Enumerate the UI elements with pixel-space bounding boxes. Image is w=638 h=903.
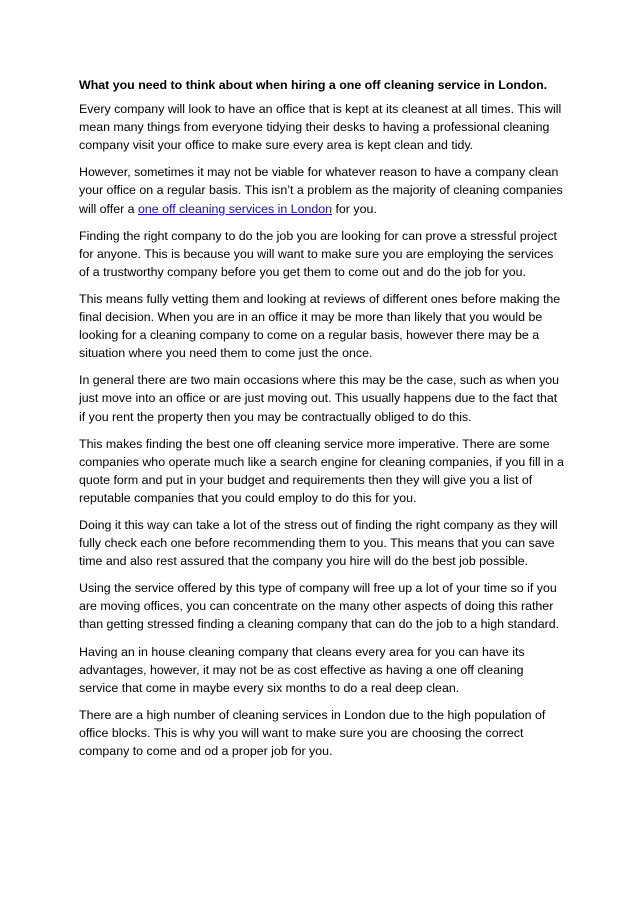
paragraph-7: Doing it this way can take a lot of the stress out of finding the right company as they will fully check each one before recommending them to you. This means that you can save time and also rest assured that the company you hire will do the best job possible. bbox=[79, 517, 558, 569]
document-title: What you need to think about when hiring a one off cleaning service in London. bbox=[79, 78, 548, 92]
paragraph-2-text-after: for you. bbox=[332, 201, 377, 216]
cleaning-services-link[interactable]: one off cleaning services in London bbox=[138, 201, 333, 216]
paragraph-1: Every company will look to have an office that is kept at its cleanest at all times. This will mean many things from everyone tidying their desks to having a professional cleaning company visit your office to make sure every area is kept clean and tidy. bbox=[79, 102, 562, 153]
paragraph-4: This means fully vetting them and looking at reviews of different ones before making the final decision. When you are in an office it may be more than likely that you would be looking for a cleaning company to come on a regular basis, however there may be a situation where you need them to come just the once. bbox=[79, 291, 561, 361]
paragraph-5: In general there are two main occasions where this may be the case, such as when you just move into an office or are just moving out. This usually happens due to the fact that if you rent the property then you may be contractually obliged to do this. bbox=[79, 373, 560, 424]
paragraph-9: Having an in house cleaning company that cleans every area for you can have its advantages, however, it may not be as cost effective as having a one off cleaning service that come in maybe every six months to do a real deep clean. bbox=[79, 644, 525, 695]
paragraph-10: There are a high number of cleaning services in London due to the high population of office blocks. This is why you will want to make sure you are choosing the correct company to come and od a proper job for you. bbox=[79, 707, 546, 758]
paragraph-3: Finding the right company to do the job you are looking for can prove a stressful project for anyone. This is because you will want to make sure you are employing the services of a trustworthy company before you get them to come out and do the job for you. bbox=[79, 228, 557, 279]
paragraph-6: This makes finding the best one off cleaning service more imperative. There are some companies who operate much like a search engine for cleaning companies, if you fill in a quote form and put in your budget and requirements then they will give you a list of reputable companies that you could employ to do this for you. bbox=[79, 436, 564, 505]
paragraph-2-text-before: However, sometimes it may not be viable for whatever reason to have a company clean your office on a regular basis. This isn’t a problem as the majority of cleaning companies will offer a bbox=[79, 165, 563, 216]
document-page bbox=[79, 76, 566, 769]
paragraph-8: Using the service offered by this type of company will free up a lot of your time so if you are moving offices, you can concentrate on the many other aspects of doing this rather than getting stressed finding a cleaning company that can do the job to a high standard. bbox=[79, 581, 560, 632]
paragraph-2-with-link bbox=[79, 163, 566, 217]
